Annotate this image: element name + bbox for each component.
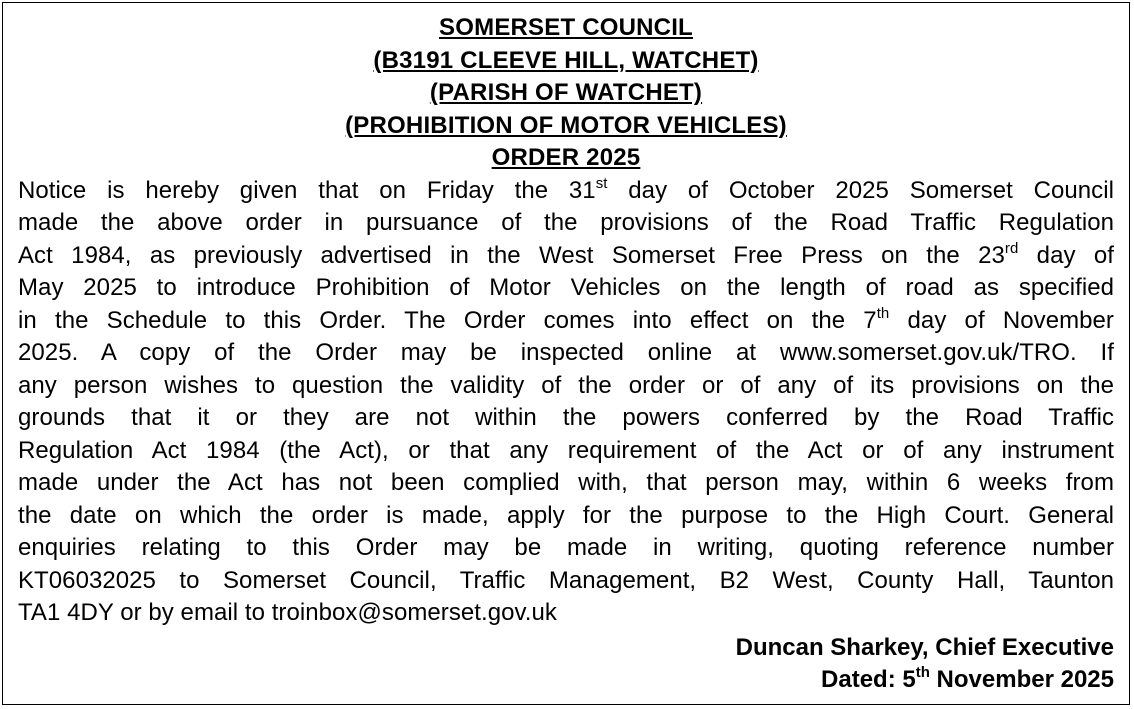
notice-body [18, 175, 1114, 630]
date-text-segment: November 2025 [929, 666, 1114, 693]
ordinal-suffix: rd [1004, 239, 1019, 257]
body-line-1 [18, 175, 1114, 208]
body-line-12: enquiries relating to this Order may be made in writing, quoting reference number [18, 534, 1114, 561]
heading-line-road: (B3191 CLEEVE HILL, WATCHET) [373, 46, 759, 74]
body-line-5 [18, 305, 1114, 338]
body-line-8: grounds that it or they are not within the powers conferred by the Road Traffic [18, 404, 1114, 431]
body-text-segment: day of October 2025 Somerset Council [607, 176, 1114, 204]
notice-heading [18, 12, 1114, 175]
public-notice [2, 2, 1130, 705]
heading-line-order: ORDER 2025 [491, 144, 641, 171]
ordinal-suffix: th [876, 304, 890, 322]
signature-block [18, 632, 1114, 697]
body-line-4: May 2025 to introduce Prohibition of Motor Vehicles on the length of road as specified [18, 274, 1114, 301]
body-text-segment: Notice is hereby given that on Friday the 31 [18, 176, 596, 204]
body-line-6: 2025. A copy of the Order may be inspected online at www.somerset.gov.uk/TRO. If [18, 339, 1114, 366]
body-line-9: Regulation Act 1984 (the Act), or that any requirement of the Act or of any instrument [18, 436, 1114, 464]
ordinal-suffix: st [595, 174, 608, 192]
heading-line-parish: (PARISH OF WATCHET) [429, 79, 703, 106]
body-text-segment: day of [1018, 241, 1114, 269]
body-text-segment: Act 1984, as previously advertised in the West Somerset Free Press on the 23 [18, 241, 1005, 269]
body-line-3 [18, 240, 1114, 273]
body-line-13: KT06032025 to Somerset Council, Traffic Management, B2 West, County Hall, Taunton [18, 566, 1114, 594]
signatory-name: Duncan Sharkey, Chief Executive [735, 633, 1114, 661]
heading-line-prohibition: (PROHIBITION OF MOTOR VEHICLES) [345, 111, 787, 139]
ordinal-suffix: th [915, 664, 930, 681]
body-text-segment: day of November [889, 306, 1114, 334]
body-text-segment: in the Schedule to this Order. The Order comes into effect on the 7 [18, 306, 877, 334]
notice-date [18, 664, 1114, 697]
heading-line-council: SOMERSET COUNCIL [439, 14, 693, 41]
body-line-10: made under the Act has not been complied with, that person may, within 6 weeks from [18, 469, 1114, 496]
body-line-2: made the above order in pursuance of the provisions of the Road Traffic Regulation [18, 209, 1114, 236]
date-text-segment: Dated: 5 [821, 666, 916, 693]
body-line-14: TA1 4DY or by email to troinbox@somerset.gov.uk [18, 599, 557, 626]
body-line-7: any person wishes to question the validity of the order or of any of its provisions on the [18, 371, 1114, 399]
body-line-11: the date on which the order is made, apply for the purpose to the High Court. General [18, 501, 1114, 529]
